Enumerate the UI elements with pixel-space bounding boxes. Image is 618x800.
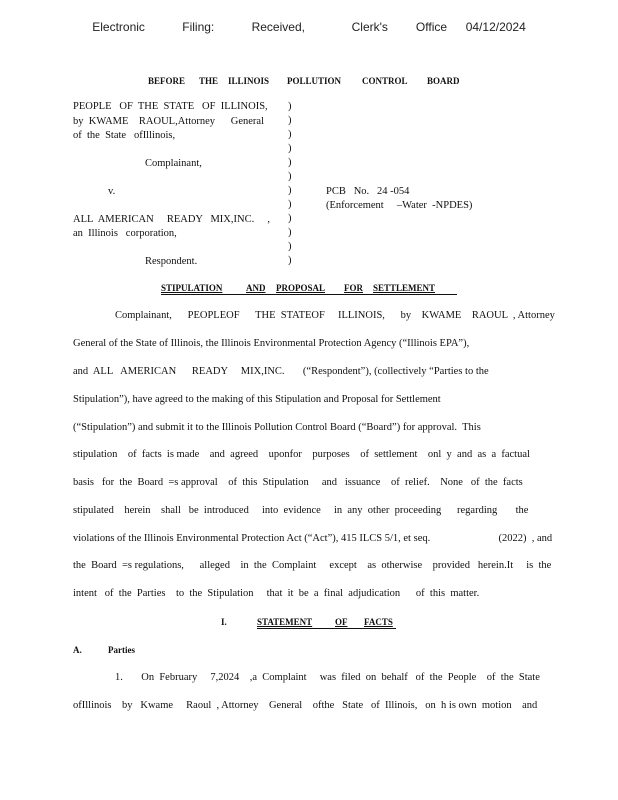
body-line-2: General of the State of Illinois, the Illinois Environmental Protection Agency (“Illinois EPA”), bbox=[73, 338, 470, 349]
section-underline bbox=[257, 628, 396, 629]
caption-paren: ) bbox=[288, 143, 292, 154]
caption-respondent: Respondent. bbox=[145, 256, 198, 267]
body-line-1: Complainant, PEOPLEOF THE STATEOF ILLINOIS, by KWAME RAOUL , Attorney bbox=[73, 310, 555, 321]
paragraph-1-line-1: 1. On February 7,2024 ,a Complaint was filed on behalf of the People of the State bbox=[73, 672, 540, 683]
section-word-statement: STATEMENT bbox=[257, 617, 313, 627]
body-line-10: the Board =s regulations, alleged in the Complaint except as otherwise provided herein.It is the bbox=[73, 560, 552, 571]
paragraph-1-line-2: ofIllinois by Kwame Raoul , Attorney General ofthe State of Illinois, on h is own motion and bbox=[73, 700, 538, 711]
title-word-and: AND bbox=[246, 283, 266, 293]
filing-stamp: Electronic Filing: Received, Clerk's Office 04/12/2024 bbox=[92, 20, 526, 34]
section-word-facts: FACTS bbox=[364, 617, 393, 627]
caption-paren: ) bbox=[288, 101, 292, 112]
title-underline bbox=[161, 294, 457, 295]
caption-paren: ) bbox=[288, 241, 292, 252]
caption-paren: ) bbox=[288, 185, 292, 196]
caption-versus: v. bbox=[108, 186, 116, 197]
body-line-3: and ALL AMERICAN READY MIX,INC. (“Respondent”), (collectively “Parties to the bbox=[73, 366, 489, 377]
caption-paren: ) bbox=[288, 115, 292, 126]
subsection-label: Parties bbox=[108, 645, 135, 655]
section-word-of: OF bbox=[335, 617, 348, 627]
body-line-4: Stipulation”), have agreed to the making of this Stipulation and Proposal for Settlement bbox=[73, 394, 441, 405]
header-word-the: THE bbox=[199, 76, 219, 86]
header-word-pollution: POLLUTION bbox=[287, 76, 342, 86]
caption-paren: ) bbox=[288, 255, 292, 266]
caption-plaintiff-line-1: PEOPLE OF THE STATE OF ILLINOIS, bbox=[73, 101, 268, 112]
header-word-board: BOARD bbox=[427, 76, 460, 86]
case-number: PCB No. 24 -054 bbox=[326, 186, 410, 197]
caption-defendant-line-2: an Illinois corporation, bbox=[73, 228, 177, 239]
caption-complainant: Complainant, bbox=[145, 158, 202, 169]
header-word-illinois: ILLINOIS bbox=[228, 76, 270, 86]
title-word-proposal: PROPOSAL bbox=[276, 283, 326, 293]
title-word-settlement: SETTLEMENT bbox=[373, 283, 436, 293]
caption-paren: ) bbox=[288, 171, 292, 182]
caption-paren: ) bbox=[288, 129, 292, 140]
section-number: I. bbox=[221, 617, 227, 627]
caption-paren: ) bbox=[288, 199, 292, 210]
caption-defendant-line-1: ALL AMERICAN READY MIX,INC. , bbox=[73, 214, 270, 225]
body-line-5: (“Stipulation”) and submit it to the Illinois Pollution Control Board (“Board”) for approval. This bbox=[73, 422, 481, 433]
body-line-7: basis for the Board =s approval of this Stipulation and issuance of relief. None of the facts bbox=[73, 477, 523, 488]
subsection-letter: A. bbox=[73, 645, 82, 655]
body-line-11: intent of the Parties to the Stipulation that it be a final adjudication of this matter. bbox=[73, 588, 480, 599]
caption-paren: ) bbox=[288, 227, 292, 238]
header-word-before: BEFORE bbox=[148, 76, 186, 86]
body-line-8: stipulated herein shall be introduced into evidence in any other proceeding regarding the bbox=[73, 505, 529, 516]
case-type: (Enforcement –Water -NPDES) bbox=[326, 200, 473, 211]
title-word-stipulation: STIPULATION bbox=[161, 283, 223, 293]
title-word-for: FOR bbox=[344, 283, 363, 293]
caption-paren: ) bbox=[288, 213, 292, 224]
caption-paren: ) bbox=[288, 157, 292, 168]
caption-plaintiff-line-2: by KWAME RAOUL,Attorney General bbox=[73, 116, 265, 127]
body-line-6: stipulation of facts is made and agreed uponfor purposes of settlement onl y and as a factual bbox=[73, 449, 530, 460]
caption-plaintiff-line-3: of the State ofIllinois, bbox=[73, 130, 176, 141]
header-word-control: CONTROL bbox=[362, 76, 408, 86]
body-line-9: violations of the Illinois Environmental Protection Act (“Act”), 415 ILCS 5/1, et seq. (2022) , and bbox=[73, 533, 553, 544]
